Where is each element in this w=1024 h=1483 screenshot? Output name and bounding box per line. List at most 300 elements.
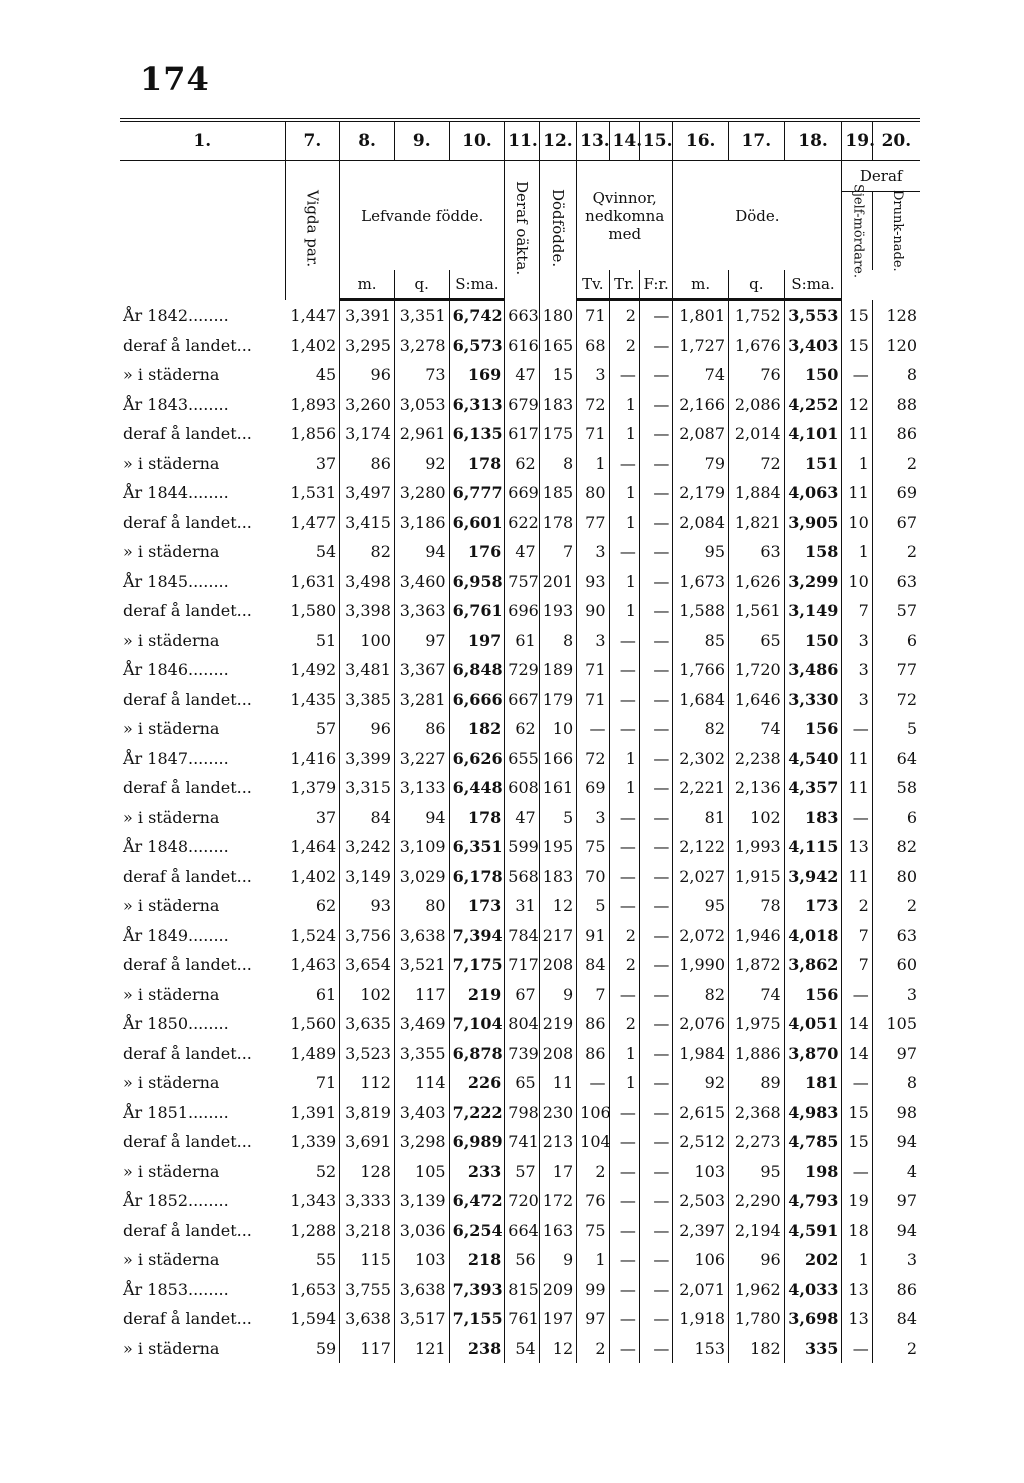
table-cell: 5 — [906, 719, 917, 739]
table-cell: — — [639, 449, 672, 479]
table-cell: 757 — [505, 567, 539, 597]
table-cell: 3,481 — [340, 655, 395, 685]
row-label: År 1846........ — [123, 660, 229, 680]
table-cell: 2 — [609, 331, 639, 361]
table-cell: 3,133 — [394, 773, 449, 803]
table-cell: — — [639, 596, 672, 626]
table-cell: 179 — [539, 685, 576, 715]
row-label: » i städerna — [123, 984, 220, 1004]
table-row — [120, 655, 920, 685]
table-cell: — — [639, 1186, 672, 1216]
table-cell: 77 — [896, 660, 917, 680]
table-cell: — — [609, 891, 639, 921]
table-row — [120, 360, 920, 390]
table-cell: 1,626 — [729, 567, 785, 597]
table-cell: 6,777 — [449, 478, 505, 508]
row-label: » i städerna — [123, 453, 220, 473]
table-cell: 622 — [505, 508, 539, 538]
table-cell: 13 — [842, 1304, 872, 1334]
table-cell: 54 — [505, 1334, 539, 1364]
table-cell: 153 — [673, 1334, 729, 1364]
table-cell: 238 — [449, 1334, 505, 1364]
table-cell: 57 — [285, 714, 340, 744]
table-cell: 201 — [539, 567, 576, 597]
table-cell: 86 — [394, 714, 449, 744]
table-cell: 2,368 — [729, 1098, 785, 1128]
table-cell: 4,591 — [784, 1216, 842, 1246]
table-cell: 11 — [842, 744, 872, 774]
header-text: Vigda par. — [303, 189, 322, 267]
table-cell: 720 — [505, 1186, 539, 1216]
table-cell: 4,252 — [784, 390, 842, 420]
row-label: deraf å landet... — [123, 689, 252, 709]
table-cell: 178 — [449, 449, 505, 479]
table-cell: 804 — [505, 1009, 539, 1039]
table-cell: 161 — [539, 773, 576, 803]
table-row — [120, 626, 920, 656]
table-cell: 2,136 — [729, 773, 785, 803]
table-cell: 97 — [896, 1043, 917, 1063]
table-row — [120, 832, 920, 862]
table-row — [120, 980, 920, 1010]
table-cell: 1,343 — [285, 1186, 340, 1216]
table-cell: 1,560 — [285, 1009, 340, 1039]
table-cell: 2,961 — [394, 419, 449, 449]
table-cell: 2 — [906, 542, 917, 562]
table-cell: 92 — [394, 449, 449, 479]
table-cell: 8 — [906, 1073, 917, 1093]
table-cell: 56 — [505, 1245, 539, 1275]
row-label: År 1844........ — [123, 483, 229, 503]
table-cell: 2 — [577, 1334, 609, 1364]
table-cell: 156 — [784, 714, 842, 744]
table-cell: — — [609, 655, 639, 685]
table-cell: — — [639, 1304, 672, 1334]
table-cell: 3,521 — [394, 950, 449, 980]
table-cell: 4,051 — [784, 1009, 842, 1039]
col-number: 7. — [285, 120, 340, 161]
table-cell: 2 — [906, 896, 917, 916]
table-cell: 3,278 — [394, 331, 449, 361]
table-cell: 79 — [673, 449, 729, 479]
table-cell: 97 — [394, 626, 449, 656]
table-cell: 218 — [449, 1245, 505, 1275]
table-cell: 3 — [577, 803, 609, 833]
table-cell: — — [609, 1304, 639, 1334]
header-deraf-oakta — [505, 161, 539, 300]
table-cell: — — [639, 1127, 672, 1157]
table-cell: 3,242 — [340, 832, 395, 862]
row-label: År 1852........ — [123, 1191, 229, 1211]
table-cell: 81 — [673, 803, 729, 833]
table-cell: 2,290 — [729, 1186, 785, 1216]
col-number: 15. — [639, 120, 672, 161]
table-row — [120, 1068, 920, 1098]
table-cell: 1,821 — [729, 508, 785, 538]
table-cell: — — [639, 360, 672, 390]
table-cell: 6,313 — [449, 390, 505, 420]
header-dodfodde — [539, 161, 576, 300]
table-cell: 1,561 — [729, 596, 785, 626]
table-cell: 104 — [577, 1127, 609, 1157]
table-cell: 1 — [609, 596, 639, 626]
table-row — [120, 1275, 920, 1305]
table-cell: 667 — [505, 685, 539, 715]
table-cell: 2,014 — [729, 419, 785, 449]
table-row — [120, 891, 920, 921]
table-cell: — — [842, 803, 872, 833]
table-cell: 169 — [449, 360, 505, 390]
table-cell: 6,573 — [449, 331, 505, 361]
table-cell: 189 — [539, 655, 576, 685]
table-row — [120, 508, 920, 538]
table-cell: — — [639, 1157, 672, 1187]
table-cell: 4,357 — [784, 773, 842, 803]
row-label: deraf å landet... — [123, 1309, 252, 1329]
table-cell: 105 — [886, 1014, 917, 1034]
table-cell: 2 — [842, 891, 872, 921]
header-deraf — [842, 161, 920, 279]
table-cell: — — [639, 803, 672, 833]
table-cell: 197 — [539, 1304, 576, 1334]
table-cell: 6,742 — [449, 300, 505, 331]
table-cell: 3 — [842, 655, 872, 685]
table-cell: 2,122 — [673, 832, 729, 862]
table-cell: 80 — [577, 478, 609, 508]
table-cell: — — [639, 508, 672, 538]
table-cell: 3,299 — [784, 567, 842, 597]
table-cell: 163 — [539, 1216, 576, 1246]
table-cell: 1,856 — [285, 419, 340, 449]
header-sma: S:ma. — [449, 270, 505, 300]
table-cell: 65 — [729, 626, 785, 656]
table-cell: 1,594 — [285, 1304, 340, 1334]
table-cell: 1 — [609, 478, 639, 508]
row-label: År 1853........ — [123, 1279, 229, 1299]
table-cell: 815 — [505, 1275, 539, 1305]
table-cell: 1,720 — [729, 655, 785, 685]
table-cell: 77 — [577, 508, 609, 538]
table-cell: — — [639, 1216, 672, 1246]
table-cell: 3,298 — [394, 1127, 449, 1157]
table-row — [120, 478, 920, 508]
table-cell: 798 — [505, 1098, 539, 1128]
col-number: 16. — [673, 120, 729, 161]
table-row — [120, 714, 920, 744]
table-cell: 1,391 — [285, 1098, 340, 1128]
table-cell: 114 — [394, 1068, 449, 1098]
table-cell: — — [609, 1127, 639, 1157]
table-cell: 2,397 — [673, 1216, 729, 1246]
table-cell: — — [639, 714, 672, 744]
table-cell: — — [639, 331, 672, 361]
row-label: » i städerna — [123, 1161, 220, 1181]
table-cell: 86 — [896, 424, 917, 444]
table-cell: 61 — [285, 980, 340, 1010]
table-cell: 51 — [285, 626, 340, 656]
table-cell: 4,785 — [784, 1127, 842, 1157]
table-cell: 3,315 — [340, 773, 395, 803]
table-cell: 4,101 — [784, 419, 842, 449]
table-cell: 3,403 — [394, 1098, 449, 1128]
row-label: » i städerna — [123, 896, 220, 916]
table-cell: 178 — [539, 508, 576, 538]
row-label: deraf å landet... — [123, 866, 252, 886]
table-row — [120, 390, 920, 420]
table-cell: 2 — [577, 1157, 609, 1187]
table-cell: 3,523 — [340, 1039, 395, 1069]
table-cell: 1,801 — [673, 300, 729, 331]
row-label: » i städerna — [123, 807, 220, 827]
table-cell: 616 — [505, 331, 539, 361]
table-cell: 209 — [539, 1275, 576, 1305]
table-cell: 84 — [340, 803, 395, 833]
table-cell: 3,351 — [394, 300, 449, 331]
table-cell: 3 — [906, 984, 917, 1004]
col-number: 12. — [539, 120, 576, 161]
col-number: 8. — [340, 120, 395, 161]
col-number: 10. — [449, 120, 505, 161]
table-cell: 1,463 — [285, 950, 340, 980]
table-cell: 6,989 — [449, 1127, 505, 1157]
table-cell: 1 — [842, 449, 872, 479]
table-row — [120, 1245, 920, 1275]
table-cell: 1 — [609, 567, 639, 597]
table-cell: 94 — [394, 803, 449, 833]
table-cell: 2,273 — [729, 1127, 785, 1157]
table-cell: 183 — [539, 390, 576, 420]
table-cell: 219 — [539, 1009, 576, 1039]
table-cell: 71 — [285, 1068, 340, 1098]
table-cell: 13 — [842, 832, 872, 862]
table-cell: — — [639, 921, 672, 951]
table-cell: 173 — [784, 891, 842, 921]
table-cell: 655 — [505, 744, 539, 774]
table-cell: — — [639, 1068, 672, 1098]
table-cell: 64 — [896, 748, 917, 768]
table-cell: 176 — [449, 537, 505, 567]
table-body — [120, 300, 920, 1364]
page-number: 174 — [140, 60, 210, 98]
table-cell: 150 — [784, 360, 842, 390]
table-cell: 1,653 — [285, 1275, 340, 1305]
table-cell: 1,464 — [285, 832, 340, 862]
table-cell: — — [842, 714, 872, 744]
table-cell: 69 — [896, 483, 917, 503]
row-label: deraf å landet... — [123, 1220, 252, 1240]
row-label: deraf å landet... — [123, 512, 252, 532]
table-cell: 1,752 — [729, 300, 785, 331]
table-cell: — — [609, 1098, 639, 1128]
table-cell: 78 — [729, 891, 785, 921]
table-cell: 15 — [842, 1098, 872, 1128]
table-cell: 95 — [673, 537, 729, 567]
table-cell: 3,333 — [340, 1186, 395, 1216]
table-cell: 717 — [505, 950, 539, 980]
table-cell: 3,486 — [784, 655, 842, 685]
header-deraf-label: Deraf — [859, 167, 903, 185]
table-cell: 13 — [842, 1275, 872, 1305]
table-cell: 182 — [729, 1334, 785, 1364]
table-row — [120, 331, 920, 361]
table-cell: 11 — [842, 478, 872, 508]
table-cell: — — [639, 1334, 672, 1364]
table-cell: 2 — [906, 1338, 917, 1358]
table-cell: 217 — [539, 921, 576, 951]
table-cell: 1 — [609, 390, 639, 420]
table-cell: 18 — [842, 1216, 872, 1246]
table-cell: 166 — [539, 744, 576, 774]
table-cell: 1,915 — [729, 862, 785, 892]
row-label: » i städerna — [123, 1250, 220, 1270]
table-cell: 1,884 — [729, 478, 785, 508]
header-fyr: F:r. — [639, 270, 672, 300]
table-cell: 1,492 — [285, 655, 340, 685]
table-cell: 82 — [340, 537, 395, 567]
row-label: År 1851........ — [123, 1102, 229, 1122]
table-cell: 1,993 — [729, 832, 785, 862]
table-cell: 84 — [577, 950, 609, 980]
table-cell: 3,218 — [340, 1216, 395, 1246]
table-cell: 195 — [539, 832, 576, 862]
statistics-table — [120, 118, 920, 1363]
table-cell: 3,905 — [784, 508, 842, 538]
table-cell: 62 — [285, 891, 340, 921]
table-cell: 8 — [539, 626, 576, 656]
table-cell: — — [639, 773, 672, 803]
table-cell: 2,166 — [673, 390, 729, 420]
table-cell: 6,178 — [449, 862, 505, 892]
col-number: 19. — [842, 120, 872, 161]
table-cell: 180 — [539, 300, 576, 331]
table-cell: 739 — [505, 1039, 539, 1069]
table-cell: 14 — [842, 1039, 872, 1069]
table-cell: 230 — [539, 1098, 576, 1128]
table-cell: 8 — [906, 365, 917, 385]
table-cell: 2,087 — [673, 419, 729, 449]
table-cell: 696 — [505, 596, 539, 626]
table-cell: 3,638 — [394, 1275, 449, 1305]
header-text: Drunk-nade. — [889, 190, 905, 272]
table-cell: 6,135 — [449, 419, 505, 449]
row-label: deraf å landet... — [123, 778, 252, 798]
table-cell: 2,512 — [673, 1127, 729, 1157]
row-label: År 1849........ — [123, 925, 229, 945]
table-cell: 3 — [842, 685, 872, 715]
table-row — [120, 1098, 920, 1128]
table-cell: — — [609, 1245, 639, 1275]
header-qvinnor: Qvinnor, nedkomna med — [577, 161, 673, 271]
table-cell: 6,958 — [449, 567, 505, 597]
table-cell: 4 — [906, 1161, 917, 1181]
table-cell: 3,385 — [340, 685, 395, 715]
table-cell: 72 — [896, 689, 917, 709]
column-number-row — [120, 120, 920, 161]
table-cell: 3,870 — [784, 1039, 842, 1069]
table-cell: 1,975 — [729, 1009, 785, 1039]
col-number: 13. — [577, 120, 609, 161]
table-cell: 1,402 — [285, 331, 340, 361]
table-cell: 31 — [505, 891, 539, 921]
table-cell: — — [842, 1334, 872, 1364]
table-cell: 11 — [842, 862, 872, 892]
table-cell: 86 — [577, 1039, 609, 1069]
header-q: q. — [394, 270, 449, 300]
table-cell: 117 — [394, 980, 449, 1010]
table-cell: 664 — [505, 1216, 539, 1246]
table-cell: 3,227 — [394, 744, 449, 774]
header-text: Dödfödde. — [549, 189, 568, 268]
table-cell: 7,155 — [449, 1304, 505, 1334]
row-label: deraf å landet... — [123, 335, 252, 355]
table-cell: 183 — [784, 803, 842, 833]
row-label: deraf å landet... — [123, 955, 252, 975]
table-cell: 3,330 — [784, 685, 842, 715]
table-cell: 72 — [577, 744, 609, 774]
header-tr: Tr. — [609, 270, 639, 300]
table-cell: 608 — [505, 773, 539, 803]
row-label: deraf å landet... — [123, 1043, 252, 1063]
table-cell: 4,018 — [784, 921, 842, 951]
table-cell: 90 — [577, 596, 609, 626]
table-cell: 3,635 — [340, 1009, 395, 1039]
table-cell: 15 — [842, 300, 872, 331]
table-cell: 10 — [539, 714, 576, 744]
table-cell: 6 — [906, 807, 917, 827]
table-cell: 6,626 — [449, 744, 505, 774]
table-row — [120, 300, 920, 331]
table-cell: 3,149 — [340, 862, 395, 892]
table-cell: 17 — [539, 1157, 576, 1187]
header-tv: Tv. — [577, 270, 609, 300]
table-cell: — — [609, 537, 639, 567]
table-cell: 84 — [896, 1309, 917, 1329]
table-cell: 19 — [842, 1186, 872, 1216]
table-cell: 6,601 — [449, 508, 505, 538]
table-cell: 1,918 — [673, 1304, 729, 1334]
table-cell: 47 — [505, 360, 539, 390]
table-cell: 2,086 — [729, 390, 785, 420]
table-cell: 7 — [842, 596, 872, 626]
table-cell: 9 — [539, 980, 576, 1010]
table-cell: 12 — [539, 891, 576, 921]
table-cell: 82 — [896, 837, 917, 857]
table-cell: 11 — [842, 773, 872, 803]
table-cell: 7 — [539, 537, 576, 567]
table-cell: 4,793 — [784, 1186, 842, 1216]
table-cell: 1,946 — [729, 921, 785, 951]
table-cell: 75 — [577, 832, 609, 862]
table-row — [120, 1216, 920, 1246]
table-cell: 3,139 — [394, 1186, 449, 1216]
table-cell: — — [842, 980, 872, 1010]
table-cell: 47 — [505, 803, 539, 833]
table-cell: 10 — [842, 567, 872, 597]
table-row — [120, 921, 920, 951]
table-cell: 10 — [842, 508, 872, 538]
table-cell: — — [609, 1275, 639, 1305]
table-cell: 3,654 — [340, 950, 395, 980]
table-row — [120, 537, 920, 567]
table-cell: — — [639, 1245, 672, 1275]
row-label: » i städerna — [123, 365, 220, 385]
table-cell: 335 — [784, 1334, 842, 1364]
table-cell: — — [639, 419, 672, 449]
table-cell: — — [577, 714, 609, 744]
table-row — [120, 1127, 920, 1157]
table-cell: 202 — [784, 1245, 842, 1275]
table-cell: 4,115 — [784, 832, 842, 862]
